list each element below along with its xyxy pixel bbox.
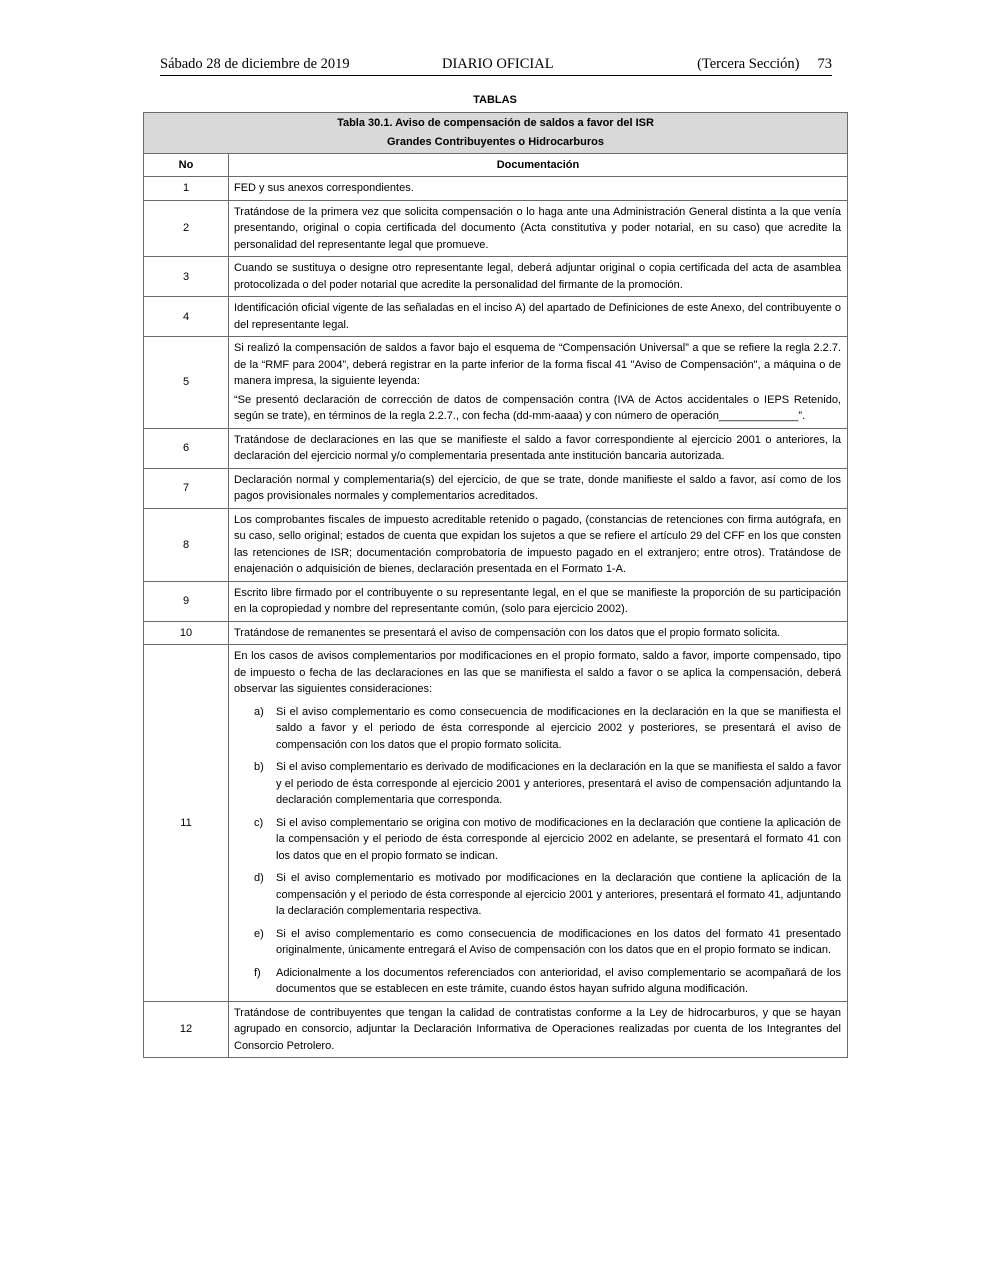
- row-number: 11: [144, 645, 229, 1002]
- row-number: 7: [144, 468, 229, 508]
- table-title-row: [144, 113, 848, 154]
- list-item: [234, 870, 841, 920]
- list-item-letter: b): [254, 761, 264, 773]
- list-item-letter: d): [254, 872, 264, 884]
- table-row: [144, 297, 848, 337]
- tables-heading: TABLAS: [473, 94, 517, 106]
- row-number: 5: [144, 337, 229, 429]
- table-header-row: [144, 154, 848, 177]
- row-text: Los comprobantes fiscales de impuesto acreditable retenido o pagado, (constancias de retenciones con firma autógrafa, en su caso, sello original; estados de cuenta que expidan los sujetos a que se refiere el artículo 29 del CFF en los que consten las retenciones de ISR; documentación comprobatoria de impuesto pagado en el extranjero; entre otros). Tratándose de enajenación o adquisición de bienes, declaración presentada en el Formato 1-A.: [229, 508, 848, 581]
- row-text: Escrito libre firmado por el contribuyente o su representante legal, en el que se manifieste la proporción de su participación en la copropiedad y nombre del representante común, (solo para ejercicio 2002).: [229, 581, 848, 621]
- row-text: Tratándose de remanentes se presentará el aviso de compensación con los datos que el propio formato solicita.: [229, 621, 848, 645]
- list-item-letter: e): [254, 927, 264, 940]
- table-row: [144, 581, 848, 621]
- list-item-text: Si el aviso complementario es motivado por modificaciones en la declaración que contiene la aplicación de la compensación y el periodo de ésta corresponde al ejercicio 2001 y anteriores, presentará el formato 41, adjuntando la declaración complementaria respectiva.: [276, 872, 841, 917]
- table-row: [144, 468, 848, 508]
- row-number: 4: [144, 297, 229, 337]
- list-item-text: Adicionalmente a los documentos referenciados con anterioridad, el aviso complementario se acompañará de los documentos que se establecen en este trámite, cuando éstos hayan sufrido alguna modificación.: [276, 966, 841, 995]
- row-number: 1: [144, 177, 229, 201]
- table-row: [144, 257, 848, 297]
- list-item-text: Si el aviso complementario es derivado de modificaciones en la declaración en la que se manifiesta el saldo a favor y el periodo de ésta corresponde al ejercicio 2001 y anteriores, presentará el aviso de compensación adjuntando la declaración complementaria que corresponda.: [276, 761, 841, 806]
- row-cell: [229, 645, 848, 1002]
- row-text: En los casos de avisos complementarios por modificaciones en el propio formato, saldo a favor, importe compensado, tipo de impuesto o fecha de las declaraciones en las que se manifiesta el saldo a favor o se aplica la compensación, deberá observar las siguientes consideraciones:: [234, 650, 841, 695]
- table-row: [144, 428, 848, 468]
- list-item-text: Si el aviso complementario se origina con motivo de modificaciones en la declaración que contiene la aplicación de la compensación y el periodo de ésta corresponde al ejercicio 2002 en adelante, se presentará el formato 41 con los datos que en el propio formato se indican.: [276, 816, 841, 862]
- header-publication: DIARIO OFICIAL: [442, 56, 554, 72]
- row-number: 3: [144, 257, 229, 297]
- header-right: [697, 56, 832, 73]
- row-number: 6: [144, 428, 229, 468]
- row-number: 12: [144, 1001, 229, 1058]
- column-header-no: No: [144, 154, 229, 177]
- row-text: Tratándose de declaraciones en las que se manifieste el saldo a favor correspondiente al ejercicio 2001 o anteriores, la declaración del ejercicio normal y/o complementaria presentada ante institución bancaria autorizada.: [229, 428, 848, 468]
- row-text: Cuando se sustituya o designe otro representante legal, deberá adjuntar original o copia certificada del acta de asamblea protocolizada o del poder notarial que acredite la personalidad del firmante de la promoción.: [229, 257, 848, 297]
- list-item: [234, 704, 841, 754]
- consideration-list: [234, 704, 841, 998]
- table-title-cell: [144, 113, 848, 154]
- column-header-documentation: Documentación: [229, 154, 848, 177]
- list-item-text: Si el aviso complementario es como consecuencia de modificaciones en la declaración en la que se manifiesta el saldo a favor y el periodo de ésta corresponde al ejercicio 2002 y posteriores, se presentará el aviso de compensación con los datos que el propio formato solicita.: [276, 705, 841, 751]
- table-row: [144, 200, 848, 257]
- row-number: 8: [144, 508, 229, 581]
- table-row: [144, 1001, 848, 1058]
- table-subtitle: Grandes Contribuyentes o Hidrocarburos: [387, 136, 604, 148]
- page-header: [160, 56, 832, 78]
- list-item-text: Si el aviso complementario es como consecuencia de modificaciones en los datos del formato 41 presentado originalmente, únicamente entregará el Aviso de compensación con los datos que en el propio formato se indican.: [276, 927, 841, 956]
- list-item-letter: c): [254, 816, 264, 829]
- row-text: Identificación oficial vigente de las señaladas en el inciso A) del apartado de Definiciones de este Anexo, del contribuyente o del representante legal.: [229, 297, 848, 337]
- row-cell: [229, 337, 848, 429]
- list-item-letter: a): [254, 705, 264, 718]
- row-text: Declaración normal y complementaria(s) del ejercicio, de que se trate, donde manifieste el saldo a favor, así como de los pagos provisionales normales y complementarios acreditados.: [229, 468, 848, 508]
- row-number: 9: [144, 581, 229, 621]
- header-rule: [160, 75, 832, 76]
- table-row: [144, 337, 848, 429]
- row-number: 10: [144, 621, 229, 645]
- list-item: [234, 926, 841, 959]
- row-text: Si realizó la compensación de saldos a favor bajo el esquema de “Compensación Universal” a que se refiere la regla 2.2.7. de la “RMF para 2004”, deberá registrar en la parte inferior de la forma fiscal 41 "Aviso de Compensación", a máquina o de manera impresa, la siguiente leyenda:: [234, 342, 841, 387]
- header-section: (Tercera Sección): [697, 56, 800, 72]
- header-page-number: 73: [817, 56, 832, 72]
- list-item: [234, 965, 841, 998]
- documentation-table: [143, 112, 848, 1058]
- row-text: Tratándose de la primera vez que solicita compensación o lo haga ante una Administración General distinta a la que venía presentando, original o copia certificada del documento (Acta constitutiva y poder notarial, en su caso) que acredite la personalidad del representante legal que promueve.: [229, 200, 848, 257]
- list-item: [234, 759, 841, 809]
- list-item: [234, 815, 841, 865]
- row-text: Tratándose de contribuyentes que tengan la calidad de contratistas conforme a la Ley de hidrocarburos, y que se hayan agrupado en consorcio, adjuntar la Declaración Informativa de Operaciones realizadas por cuenta de los Integrantes del Consorcio Petrolero.: [229, 1001, 848, 1058]
- row-text: FED y sus anexos correspondientes.: [229, 177, 848, 201]
- list-item-letter: f): [254, 966, 261, 979]
- table-row: [144, 645, 848, 1002]
- row-legend-text: “Se presentó declaración de corrección de datos de compensación contra (IVA de Actos accidentales o IEPS Retenido, según se trate), en términos de la regla 2.2.7., con fecha (dd-mm-aaaa) y con número de operación_____________”.: [234, 393, 841, 422]
- table-row: [144, 177, 848, 201]
- table-row: [144, 508, 848, 581]
- row-number: 2: [144, 200, 229, 257]
- table-title: Tabla 30.1. Aviso de compensación de saldos a favor del ISR: [337, 117, 654, 129]
- header-date: Sábado 28 de diciembre de 2019: [160, 56, 350, 72]
- table-row: [144, 621, 848, 645]
